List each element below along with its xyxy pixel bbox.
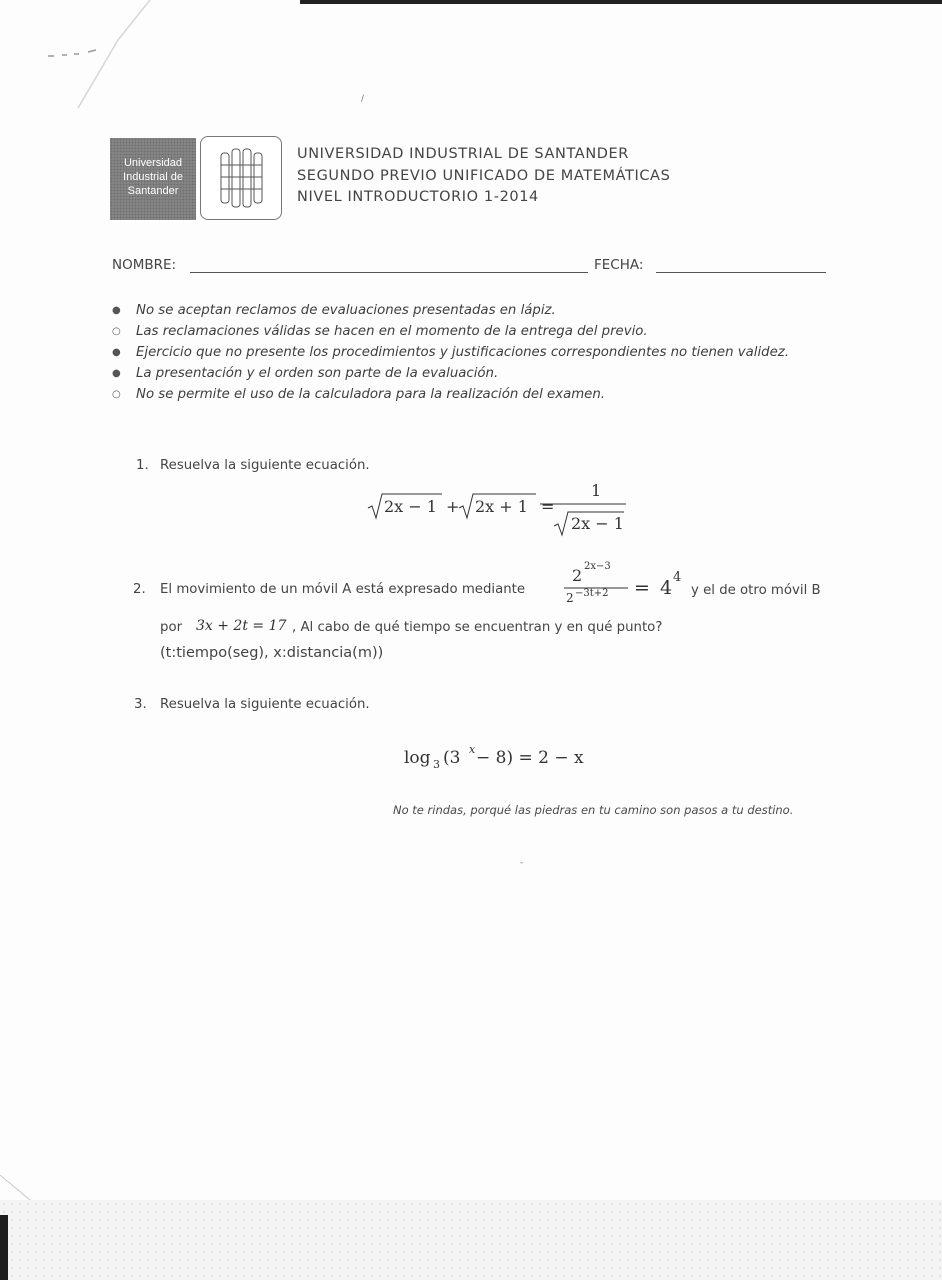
question-1-number: 1. <box>136 458 149 473</box>
plus-sign: + <box>446 497 460 516</box>
question-2-text-c: por <box>160 620 183 635</box>
question-2-number: 2. <box>133 582 146 597</box>
exam-level: NIVEL INTRODUCTORIO 1-2014 <box>297 189 539 205</box>
question-3-number: 3. <box>134 697 147 712</box>
rule-item: ● La presentación y el orden son parte de la evaluación. <box>112 366 499 381</box>
question-2-inline-equation: 3x + 2t = 17 <box>196 618 287 634</box>
closing-motto: No te rindas, porqué las piedras en tu camino son pasos a tu destino. <box>393 803 794 817</box>
radicand-2: 2x + 1 <box>475 497 528 516</box>
question-2-text-d: , Al cabo de qué tiempo se encuentran y en qué punto? <box>292 620 663 635</box>
scan-bottom-background <box>0 1200 942 1280</box>
exam-rules-list <box>112 300 842 405</box>
scan-top-edge <box>300 0 942 4</box>
fraction-denominator-radicand: 2x − 1 <box>571 514 624 533</box>
exam-title: SEGUNDO PREVIO UNIFICADO DE MATEMÁTICAS <box>297 167 671 184</box>
fraction-numerator: 1 <box>591 481 602 500</box>
name-field[interactable] <box>190 272 588 273</box>
university-seal-logo: Universidad Industrial de Santander <box>110 138 196 220</box>
rule-item: ● Ejercicio que no presente los procedimientos y justificaciones correspondientes no tienen validez. <box>112 345 789 360</box>
date-label: FECHA: <box>594 257 644 273</box>
university-name: UNIVERSIDAD INDUSTRIAL DE SANTANDER <box>297 146 629 162</box>
date-field[interactable] <box>656 272 826 273</box>
uis-logo-icon <box>201 137 281 219</box>
scan-speck: - <box>520 858 524 868</box>
rule-item: ○ Las reclamaciones válidas se hacen en el momento de la entrega del previo. <box>112 324 648 339</box>
question-2-text-b: y el de otro móvil B <box>691 583 821 598</box>
exam-header <box>297 144 670 209</box>
question-2-text-a: El movimiento de un móvil A está expresado mediante <box>160 582 526 597</box>
rule-item: ○ No se permite el uso de la calculadora para la realización del examen. <box>112 387 606 402</box>
radicand-1: 2x − 1 <box>384 497 437 516</box>
scan-speck: / <box>361 94 365 104</box>
question-2-text-e: (t:tiempo(seg), x:distancia(m)) <box>160 645 384 661</box>
uis-monogram-logo <box>200 136 282 220</box>
equals-sign: = <box>541 497 555 516</box>
rule-item: ● No se aceptan reclamos de evaluaciones presentadas en lápiz. <box>112 303 556 318</box>
scan-corner-shadow <box>0 1215 8 1280</box>
name-label: NOMBRE: <box>112 257 177 273</box>
question-1-text: Resuelva la siguiente ecuación. <box>160 458 370 473</box>
exam-page: Universidad Industrial de Santander UNIVERSIDAD INDUSTRIAL DE SANTANDER SEGUNDO PREVIO UNIFICADO DE MATEMÁTICAS NIVEL INTRODUCTORIO 1-2014 NOMBRE: FECHA: ● No se aceptan reclamos de evaluaciones presentadas en lápiz. ○ Las reclamaciones válidas se hacen en el momento de la entrega del previo. ● Ejercicio que no presente los procedimientos y justificaciones correspondientes no tienen validez. ● La presentación y el orden son parte de la evaluación. ○ No se permite el uso de la calculadora para la realización del examen. 1. Resuelva la siguiente ecuación. 2x − 1 + 2x + 1 = 1 2x − 1 2. El movimiento de un móvil A está expresado mediante 2 2x−3 2 −3t+2 = 4 4 y el de otro móvil B por 3x + 2t = 17 , Al cabo de qué tiempo se encuentran y en qué punto? (t:tiempo(seg), x:distancia(m)) 3. Resuelva la siguiente ecuación. log 3 (3 x − 8) = 2 − x No te rindas, porqué las piedras en tu camino son pasos a tu destino. / - <box>0 0 942 1280</box>
question-3-text: Resuelva la siguiente ecuación. <box>160 697 370 712</box>
